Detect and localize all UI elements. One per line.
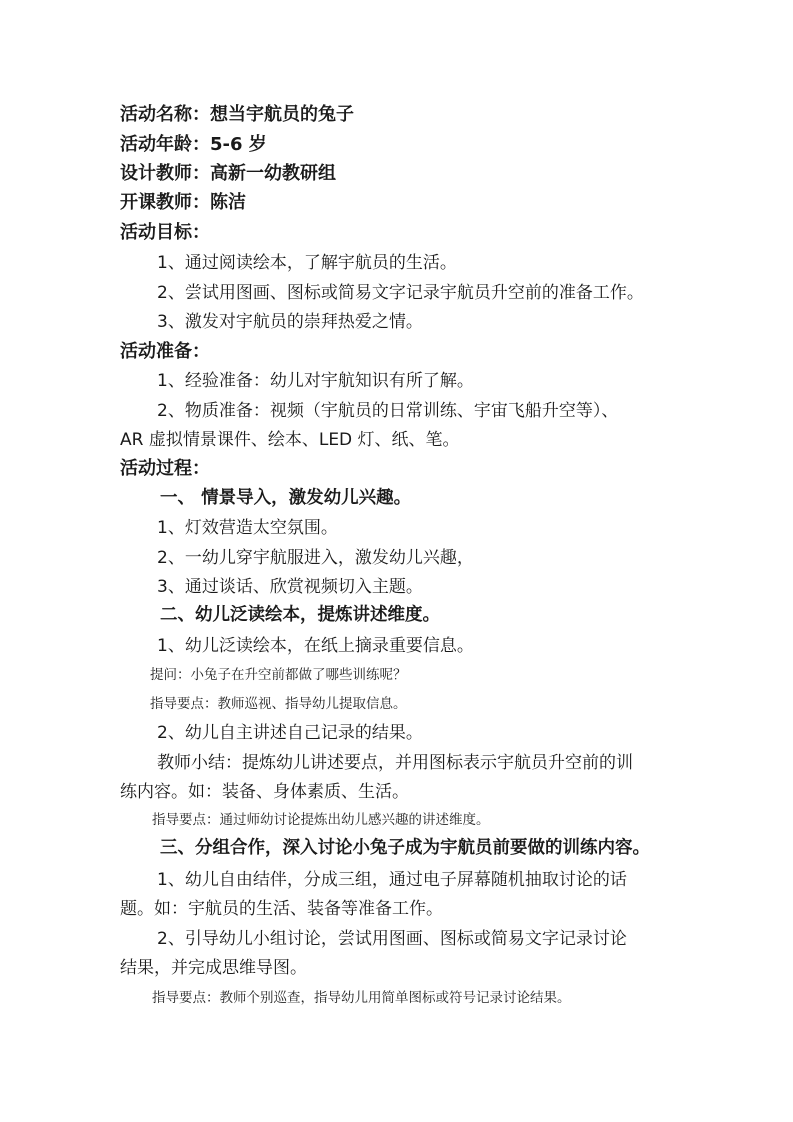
section3-item: 2、引导幼儿小组讨论，尝试用图画、图标或简易文字记录讨论: [157, 929, 627, 949]
section1-item: 2、一幼儿穿宇航服进入，激发幼儿兴趣，: [157, 548, 474, 568]
designer: 设计教师：高新一幼教研组: [120, 163, 336, 184]
teacher-summary: 教师小结：提炼幼儿讲述要点，并用图标表示宇航员升空前的训: [157, 753, 633, 773]
goal-item: 2、尝试用图画、图标或简易文字记录宇航员升空前的准备工作。: [157, 283, 644, 303]
preparation-item: AR 虚拟情景课件、绘本、LED 灯、纸、笔。: [120, 430, 460, 450]
goal-item: 1、通过阅读绘本，了解宇航员的生活。: [157, 253, 457, 273]
guidance-note: 指导要点：通过师幼讨论提炼出幼儿感兴趣的讲述维度。: [152, 812, 490, 828]
activity-name: 活动名称：想当宇航员的兔子: [120, 104, 354, 125]
guidance-note: 指导要点：教师个别巡查，指导幼儿用简单图标或符号记录讨论结果。: [152, 990, 571, 1006]
section2-item: 2、幼儿自主讲述自己记录的结果。: [157, 723, 423, 743]
section3-item-cont: 题。如：宇航员的生活、装备等准备工作。: [120, 899, 443, 919]
goals-title: 活动目标：: [120, 222, 210, 243]
section3-item: 1、幼儿自由结伴，分成三组，通过电子屏幕随机抽取讨论的话: [157, 870, 627, 890]
section2-item: 1、幼儿泛读绘本，在纸上摘录重要信息。: [157, 636, 474, 656]
section1-heading: 一、 情景导入，激发幼儿兴趣。: [160, 488, 412, 508]
activity-age: 活动年龄：5-6 岁: [120, 134, 267, 155]
teacher: 开课教师：陈洁: [120, 192, 246, 213]
section2-heading: 二、幼儿泛读绘本，提炼讲述维度。: [160, 605, 440, 625]
section1-item: 1、灯效营造太空氛围。: [157, 518, 338, 538]
section1-item: 3、通过谈话、欣赏视频切入主题。: [157, 577, 423, 597]
question-note: 提问：小兔子在升空前都做了哪些训练呢？: [150, 667, 407, 683]
preparation-item: 1、经验准备：幼儿对宇航知识有所了解。: [157, 371, 474, 391]
section3-heading: 三、分组合作，深入讨论小兔子成为宇航员前要做的训练内容。: [160, 838, 650, 858]
guidance-note: 指导要点：教师巡视、指导幼儿提取信息。: [150, 696, 407, 712]
section3-item-cont: 结果，并完成思维导图。: [120, 958, 307, 978]
goal-item: 3、激发对宇航员的崇拜热爱之情。: [157, 312, 423, 332]
process-title: 活动过程：: [120, 458, 210, 479]
preparation-item: 2、物质准备：视频（宇航员的日常训练、宇宙飞船升空等）、: [157, 401, 619, 421]
preparation-title: 活动准备：: [120, 341, 210, 362]
teacher-summary-cont: 练内容。如：装备、身体素质、生活。: [120, 782, 409, 802]
